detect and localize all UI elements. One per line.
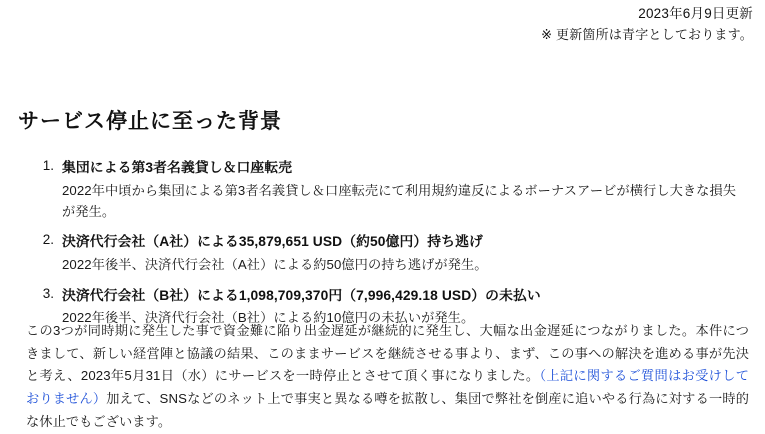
header-meta	[541, 4, 753, 45]
reasons-list	[32, 158, 747, 329]
page-title: サービス停止に至った背景	[18, 110, 282, 133]
list-item-title: 決済代行会社（A社）による35,879,651 USD（約50億円）持ち逃げ	[62, 234, 483, 250]
reasons-list-container	[32, 158, 747, 339]
summary-highlight-note: （上記に関するご質問はお受けしておりません）	[26, 368, 749, 407]
list-item	[32, 232, 747, 275]
updated-date: 2023年6月9日更新	[638, 6, 753, 21]
list-item-title: 集団による第3者名義貸し＆口座転売	[62, 160, 293, 175]
list-item	[32, 158, 747, 222]
update-note: ※ 更新箇所は青字としております。	[541, 26, 753, 42]
list-item-description: 2022年後半、決済代行会社（B社）による約10億円の未払いが発生。	[62, 310, 475, 326]
list-item-number: 3.	[42, 285, 54, 301]
list-item-number: 1.	[42, 158, 54, 173]
summary-text-part1: この3つが同時期に発生した事で資金難に陥り出金遅延が継続的に発生し、大幅な出金遅延につながりました。本件につきまして、新しい経営陣と協議の結果、このままサービスを継続させる事より、まず、この事への解決を進める事が先決と考え、2023年5月31日（水）にサービスを一時停止とさせて頂く事になりました。	[26, 323, 749, 384]
list-item-description: 2022年後半、決済代行会社（A社）による約50億円の持ち逃げが発生。	[62, 257, 488, 273]
list-item-description: 2022年中頃から集団による第3者名義貸し＆口座転売にて利用規約違反によるボーナスアービが横行し大きな損失が発生。	[62, 182, 737, 220]
summary-paragraph	[26, 320, 749, 434]
summary-text-part2: 加えて、SNSなどのネット上で事実と異なる噂を拡散し、集団で弊社を倒産に追いやる行為に対する一時的な休止でもございます。	[26, 391, 749, 429]
list-item-number: 2.	[42, 232, 54, 248]
list-item-title: 決済代行会社（B社）による1,098,709,370円（7,996,429.18 USD）の未払い	[62, 287, 541, 303]
